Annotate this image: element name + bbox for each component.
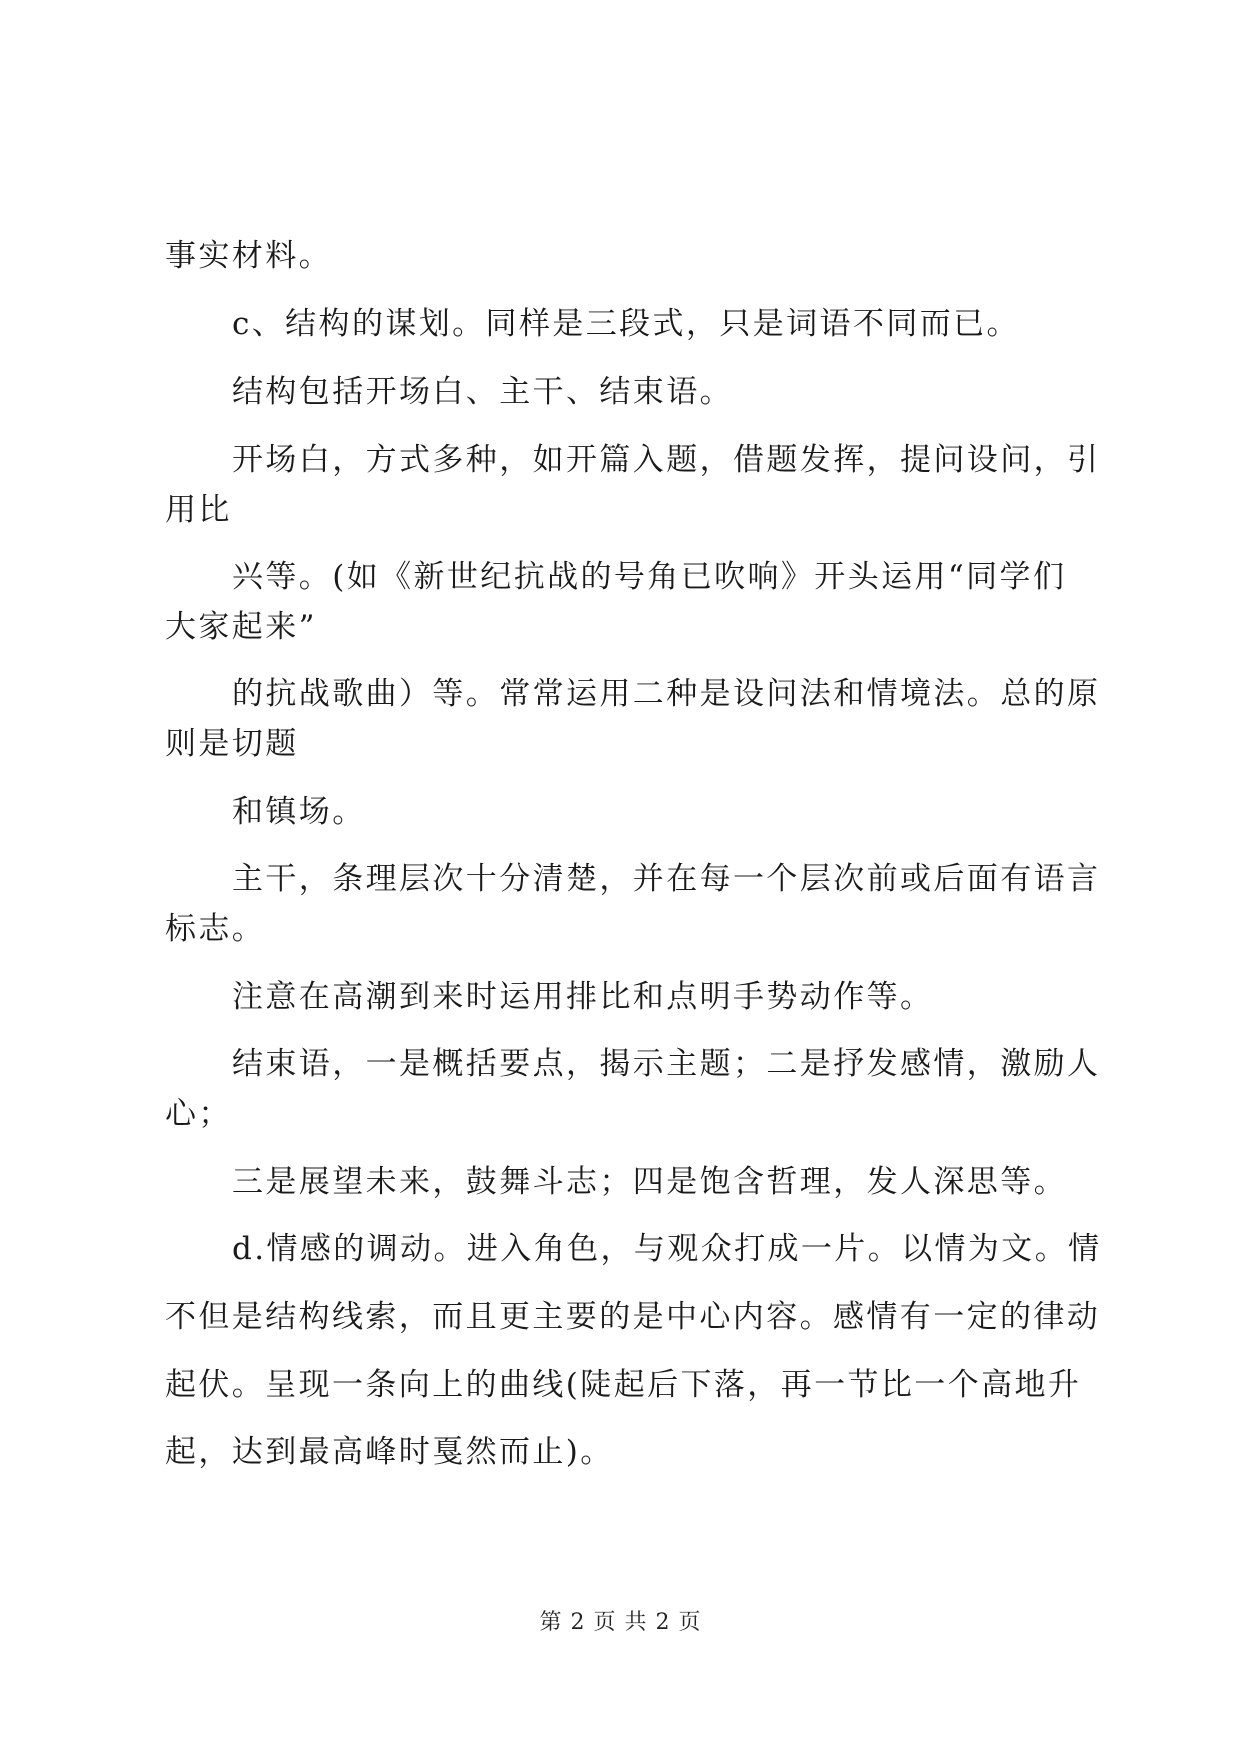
text-line: d.情感的调动。进入角色，与观众打成一片。以情为文。情 bbox=[232, 1231, 1102, 1267]
page-number: 第 2 页 共 2 页 bbox=[539, 1610, 702, 1635]
text-line: 主干，条理层次十分清楚，并在每一个层次前或后面有语言 bbox=[232, 861, 1101, 897]
text-line: 注意在高潮到来时运用排比和点明手势动作等。 bbox=[232, 979, 934, 1015]
text-line: 和镇场。 bbox=[232, 794, 366, 830]
text-line: 起伏。呈现一条向上的曲线(陡起后下落，再一节比一个高地升 bbox=[165, 1367, 1082, 1403]
text-line: 兴等。(如《新世纪抗战的号角已吹响》开头运用“同学们 bbox=[232, 559, 1067, 595]
text-line: 结构包括开场白、主干、结束语。 bbox=[232, 374, 733, 410]
text-line: 结束语，一是概括要点，揭示主题；二是抒发感情，激励人 bbox=[232, 1046, 1101, 1082]
text-line: 三是展望未来，鼓舞斗志；四是饱含哲理，发人深思等。 bbox=[232, 1164, 1067, 1200]
text-line: 的抗战歌曲）等。常常运用二种是设问法和情境法。总的原 bbox=[232, 676, 1101, 712]
text-line: 大家起来” bbox=[165, 609, 317, 645]
text-line: 开场白，方式多种，如开篇入题，借题发挥，提问设问，引 bbox=[232, 442, 1101, 478]
text-line: c、结构的谋划。同样是三段式，只是词语不同而已。 bbox=[232, 306, 1020, 342]
text-line: 起，达到最高峰时戛然而止)。 bbox=[165, 1434, 614, 1470]
text-line: 不但是结构线索，而且更主要的是中心内容。感情有一定的律动 bbox=[165, 1299, 1101, 1335]
text-line: 心； bbox=[165, 1096, 232, 1132]
text-line: 事实材料。 bbox=[165, 238, 332, 274]
text-line: 则是切题 bbox=[165, 726, 299, 762]
text-line: 用比 bbox=[165, 492, 232, 528]
text-line: 标志。 bbox=[165, 911, 266, 947]
